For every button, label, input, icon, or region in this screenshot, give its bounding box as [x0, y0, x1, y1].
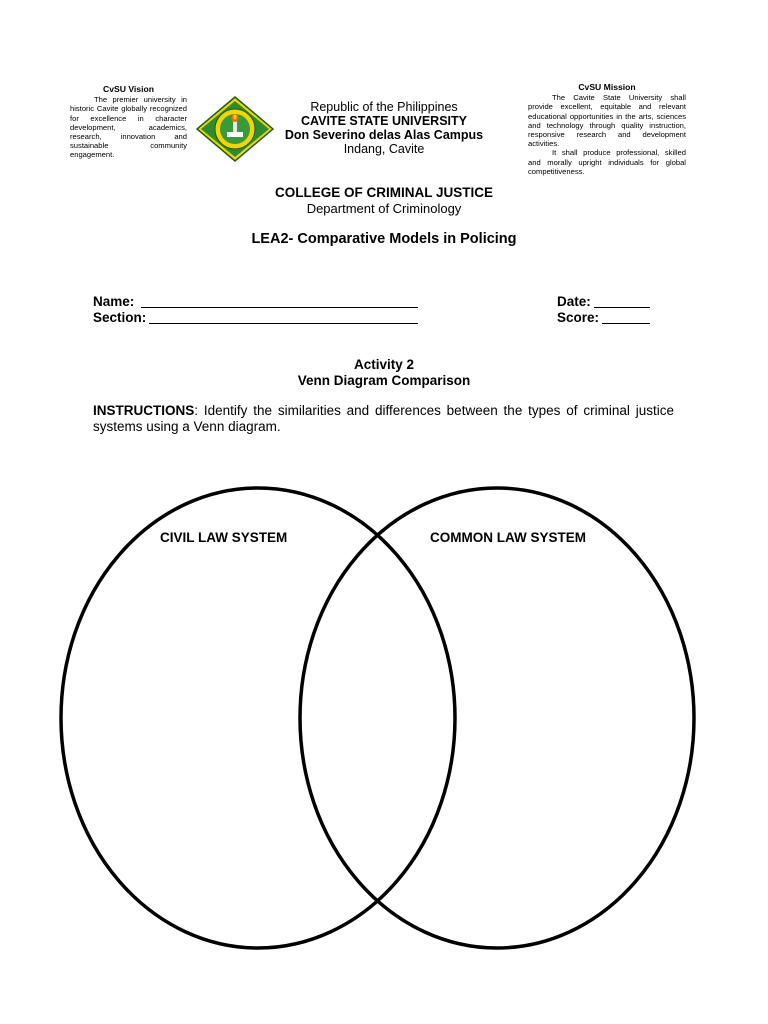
- instructions: [93, 403, 674, 435]
- college-name: COLLEGE OF CRIMINAL JUSTICE: [274, 185, 493, 200]
- mission-paragraph-1: The Cavite State University shall provide excellent, equitable and relevant educational opportunities in the arts, sciences and technology through quality instruction, responsive research and development activities.: [528, 93, 686, 149]
- venn-diagram: [0, 470, 768, 970]
- activity-title: Venn Diagram Comparison: [297, 373, 471, 388]
- name-field[interactable]: [141, 307, 418, 308]
- mission-paragraph-2: It shall produce professional, skilled and morally upright individuals for global competitiveness.: [528, 148, 686, 176]
- score-label: Score:: [557, 310, 600, 325]
- name-label: Name:: [93, 294, 135, 309]
- mission-title: CvSU Mission: [578, 82, 636, 92]
- date-label: Date:: [557, 294, 591, 309]
- course-title: LEA2- Comparative Models in Policing: [251, 231, 517, 247]
- activity-number: Activity 2: [353, 357, 415, 372]
- venn-right-circle[interactable]: [300, 488, 694, 948]
- department-name: Department of Criminology: [306, 201, 462, 216]
- section-field[interactable]: [149, 323, 418, 324]
- town-name: Indang, Cavite: [343, 142, 425, 156]
- republic-text: Republic of the Philippines: [310, 100, 458, 114]
- campus-name: Don Severino delas Alas Campus: [284, 128, 484, 142]
- mission-block: [528, 83, 686, 176]
- section-label: Section:: [93, 310, 147, 325]
- venn-left-circle[interactable]: [61, 488, 455, 948]
- vision-title: CvSU Vision: [103, 84, 154, 94]
- university-name: CAVITE STATE UNIVERSITY: [301, 114, 467, 128]
- instructions-label: INSTRUCTIONS: [93, 403, 195, 418]
- score-field[interactable]: [602, 323, 650, 324]
- vision-block: [70, 85, 187, 160]
- date-field[interactable]: [594, 307, 650, 308]
- venn-right-label: COMMON LAW SYSTEM: [430, 530, 586, 545]
- venn-left-label: CIVIL LAW SYSTEM: [160, 530, 288, 545]
- vision-text: The premier university in historic Cavite globally recognized for excellence in character development, academics, research, innovation and sustainable community engagement.: [70, 95, 187, 160]
- instructions-text: : Identify the similarities and differences between the types of criminal justice systems using a Venn diagram.: [93, 403, 674, 434]
